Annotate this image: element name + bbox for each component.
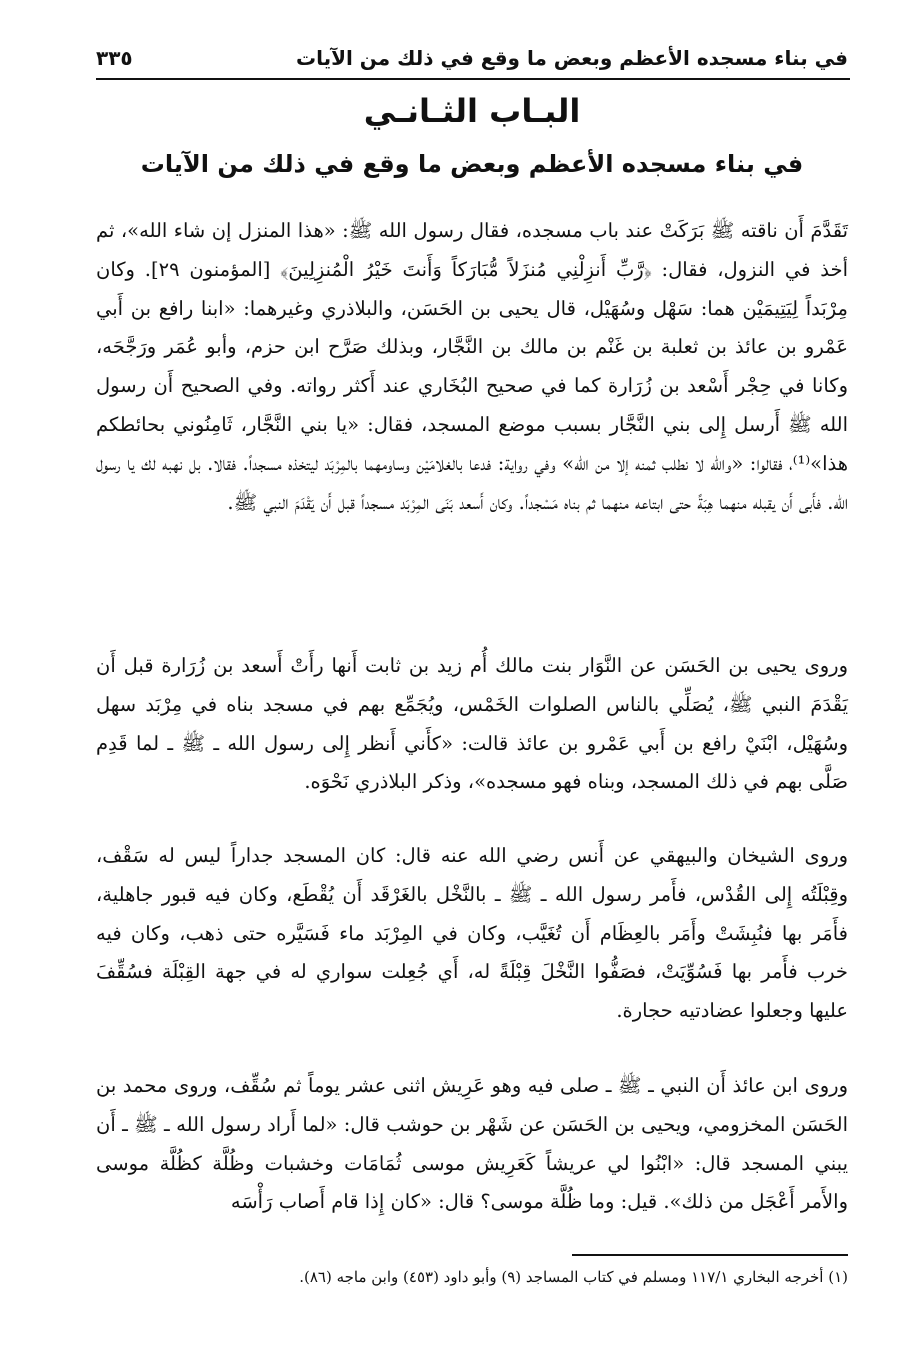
paragraph-2: وروى يحيى بن الحَسَن عن النَّوَار بنت مالك أُم زيد بن ثابت أَنها رأَتْ أَسعد بن زُرَارة قبل أَن يَقْدَمَ النبي ﷺ، يُصَلِّي بالناس الصلوات الخَمْس، ويُجَمِّع بهم في مسجد بناه في مِرْبَد سهل وسُهَيْل، ابْنَيْ رافع بن أَبي عَمْرو بن عائذ قالت: «كأَني أَنظر إِلى رسول الله ـ ﷺ ـ لما قَدِم صَلَّى بهم في ذلك المسجد، وبناه فهو مسجده»، وذكر البلاذري نَحْوَه. — [96, 654, 848, 794]
page-number: ٣٣٥ — [96, 46, 133, 70]
paragraph-1: تَقَدَّمَ أَن ناقته ﷺ بَرَكَتْ عند باب مسجده، فقال رسول الله ﷺ: «هذا المنزل إن شاء الله»، ثم أخذ في النزول، فقال: ﴿رَّبِّ أَنزِلْنِي مُنزَلاً مُّبَارَكاً وَأَنتَ خَيْرُ الْمُنزِلِينَ﴾ [المؤمنون ٢٩]. وكان مِرْبَداً لِيَتِيمَيْن هما: سَهْل وسُهَيْل، قال يحيى بن الحَسَن، والبلاذري وغيرهما: «ابنا رافع بن أَبي عَمْرو بن عائذ بن ثعلبة بن غَنْم بن مالك بن النَّجَّار، وبذلك صَرَّح ابن حزم، وأبو عُمَر ورَجَّحَه، وكانا في حِجْر أَسْعد بن زُرَارة كما في صحيح البُخَاري عند أَكثر رواته. وفي الصحيح أَن رسول الله ﷺ أَرسل إِلى بني النَّجَّار بسبب موضع المسجد، فقال: «يا بني النَّجَّار، ثَامِنُوني بحائطكم هذا»⁽¹⁾، فقالوا: «والله لا نطلب ثمنه إلا من الله» وفي رواية: فدعا بالغلامَيْن وساومهما بالمِرْبَد ليتخذه مسجداً. فقالا. بل نهبه لك يا رسول الله. فأَبى أَن يقبله منهما هِبَةً حتى ابتاعه منهما ثم بناه مَسْجداً. وكان أَسعد بَنَى المِرْبَد مسجداً قبل أَن يَقْدَمَ النبي ﷺ. — [96, 219, 849, 514]
chapter-title: البـاب الثـانـي — [363, 92, 581, 130]
body-text — [96, 212, 849, 1214]
paragraph-3: وروى الشيخان والبيهقي عن أَنس رضي الله عنه قال: كان المسجد جداراً ليس له سَقْف، وقِبْلَتُه إِلى القُدْس، فأَمر رسول الله ـ ﷺ ـ بالنَّخْل بالغَرْقَد أَن يُقْطَع، وكان فيه قبور جاهلية، فأَمَر بها فنُبِشَتْ وأَمَر بالعِظَام أَن تُغَيَّب، وكان في المِرْبَد ماء فَسَيَّره حتى ذهب، وكان فيه خرب فأَمر بها فَسُوِّيَتْ، فصَفُّوا النَّخْلَ قِبْلَةً له، أَي جُعِلت سواري له في جهة القِبْلَة فسُقِّفَ عليها وجعلوا عضادتيه حجارة. — [96, 844, 848, 1023]
footnote-rule — [572, 1254, 848, 1256]
chapter-subtitle: في بناء مسجده الأعظم وبعض ما وقع في ذلك من الآيات — [140, 150, 804, 178]
paragraph-4: وروى ابن عائذ أَن النبي ـ ﷺ ـ صلى فيه وهو عَرِيش اثنى عشر يوماً ثم سُقِّف، وروى محمد بن الحَسَن المخزومي، ويحيى بن الحَسَن عن شَهْر بن حوشب قال: «لما أَراد رسول الله ـ ﷺ ـ أَن يبني المسجد قال: «ابْنُوا لي عريشاً كَعَرِيش موسى ثُمَامَات وخشبات وظُلَّة كظُلَّة موسى والأَمر أَعْجَل من ذلك». قيل: وما ظُلَّة موسى؟ قال: «كان إِذا قام أَصاب رَأْسَه — [96, 1074, 848, 1214]
footnote: (١) أخرجه البخاري ١١٧/١ ومسلم في كتاب المساجد (٩) وأبو داود (٤٥٣) وابن ماجه (٨٦). — [299, 1268, 848, 1286]
running-header — [96, 36, 848, 70]
header-rule — [96, 78, 850, 80]
running-title: في بناء مسجده الأعظم وبعض ما وقع في ذلك من الآيات — [295, 46, 848, 70]
